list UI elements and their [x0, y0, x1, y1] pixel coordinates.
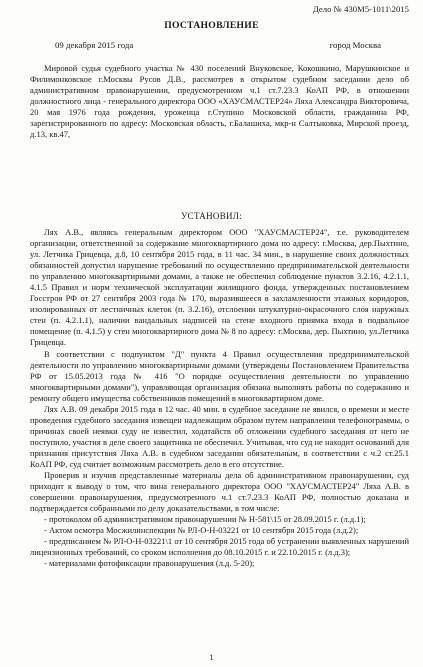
date-city-line	[55, 40, 381, 50]
document-title: ПОСТАНОВЛЕНИЕ	[164, 20, 259, 31]
evidence-item-order: - предписанием № РЛ-О-Н-03221\1 от 10 сентября 2015 года об устранении выявленных нарушений лицензионных требований, со сроком исполнения до 08.10.2015 г. и 22.10.2015 г. (л.д.3);	[30, 536, 409, 558]
document-date: 09 декабря 2015 года	[55, 40, 134, 50]
main-text-block	[30, 227, 409, 569]
paragraph-absence: Лях А.В. 09 декабря 2015 года в 12 час. 40 мин. в судебное заседание не явился, о времени и месте проведения судебного заседания извещен надлежащим образом путем направления телефонограммы, о причинах своей неявки суду не известил, ходатайств об отложении судебного заседания от него не поступило, участия в деле своего защитника не обеспечил. Учитывая, что суд не находит оснований для признания присутствия Ляха А.В. в судебном заседании обязательным, в соответствии с ч.2 ст.25.1 КоАП РФ, суд считает возможным рассмотреть дело в его отсутствие.	[30, 403, 409, 469]
paragraph-rules: В соответствии с подпунктом "Д" пункта 4 Правил осуществления предпринимательской деятельности по управлению многоквартирными домами (утверждены Постановлением Правительства РФ от 15.05.2013 года № 416 "О порядке осуществления деятельности по управлению многоквартирными домами"), управляющая организация обязана выполнять работы по содержанию и ремонту общего имущества собственников помещений в многоквартирном доме.	[30, 348, 409, 403]
paragraph-facts: Лях А.В., являясь генеральным директором ООО "ХАУСМАСТЕР24", т.е. руководителем организации, ответственной за содержание многоквартирного дома по адресу: г.Москва, дер.Пыхтино, ул. Летчика Грицевца, д.8, 10 сентября 2015 года, в 11 час. 34 мин., в нарушение своих должностных обязанностей допустил нарушение требований по осуществлению предпринимательской деятельности по управлению многоквартирными домами, а также не обеспечил соблюдение пунктов 3.2.16, 4.2.1.1, 4.1.5 Правил и норм технической эксплуатации жилищного фонда, утвержденных постановлением Госстроя РФ от 27 сентября 2003 года № 170, выразившееся в захламленности этажных коридоров, изолированных от лестничных клеток (п. 3.2.16), отслоении штукатурно-окрасочного слоя наружных стен (п. 4.2.1.1), наличии вандальных надписей на стене входного приямка входа в подвальное помещение (п. 4.1.5) у стен многоквартирного дома № 8 по адресу: г.Москва, дер. Пыхтино, ул.Летчика Грицевца.	[30, 227, 409, 348]
section-title: УСТАНОВИЛ:	[180, 211, 243, 221]
document-city: город Москва	[329, 40, 381, 50]
paragraph-conclusion: Проверив и изучив представленные материалы дела об административном правонарушении, суд приходит к выводу о том, что вина генерального директора ООО "ХАУСМАСТЕР24" Ляха А.В. в совершении правонарушения, предусмотренного ч.1 ст.7.23.3 КоАП РФ, полностью доказана и подтверждается собранными по делу доказательствами, в том числе:	[30, 470, 409, 514]
intro-paragraph: Мировой судья судебного участка № 430 поселений Внуковское, Кокошкино, Марушкинское и Филимонковское г.Москвы Русов Д.В., рассмотрев в открытом судебном заседании дело об административном правонарушении, предусмотренном ч.1 ст.7.23.3 КоАП РФ, в отношении должностного лица - генерального директора ООО «ХАУСМАСТЕР24» Ляха Александра Викторовича, 20 мая 1976 года рождения, уроженца г.Ступино Московской области, гражданина РФ, зарегистрированного по адресу: Московская область, г.Балашиха, мкр-н Салтыковка, Мирской проезд, д.13, кв.47,	[30, 63, 409, 140]
evidence-item-photos: - материалами фотофиксации правонарушения (л.д. 5-20);	[44, 558, 255, 569]
evidence-item-inspection-act: - Актом осмотра Мосжилинспекции № РЛ-О-Н-03221 от 10 сентября 2015 года (л.д.2);	[44, 525, 359, 536]
evidence-item-protocol: - протоколом об административном правонарушении № Н-581\15 от 28.09.2015 г. (л.д.1);	[44, 514, 366, 525]
intro-block	[30, 63, 409, 140]
case-number: Дело № 430М5-1011\2015	[312, 4, 409, 14]
page-number: 1	[209, 652, 214, 662]
